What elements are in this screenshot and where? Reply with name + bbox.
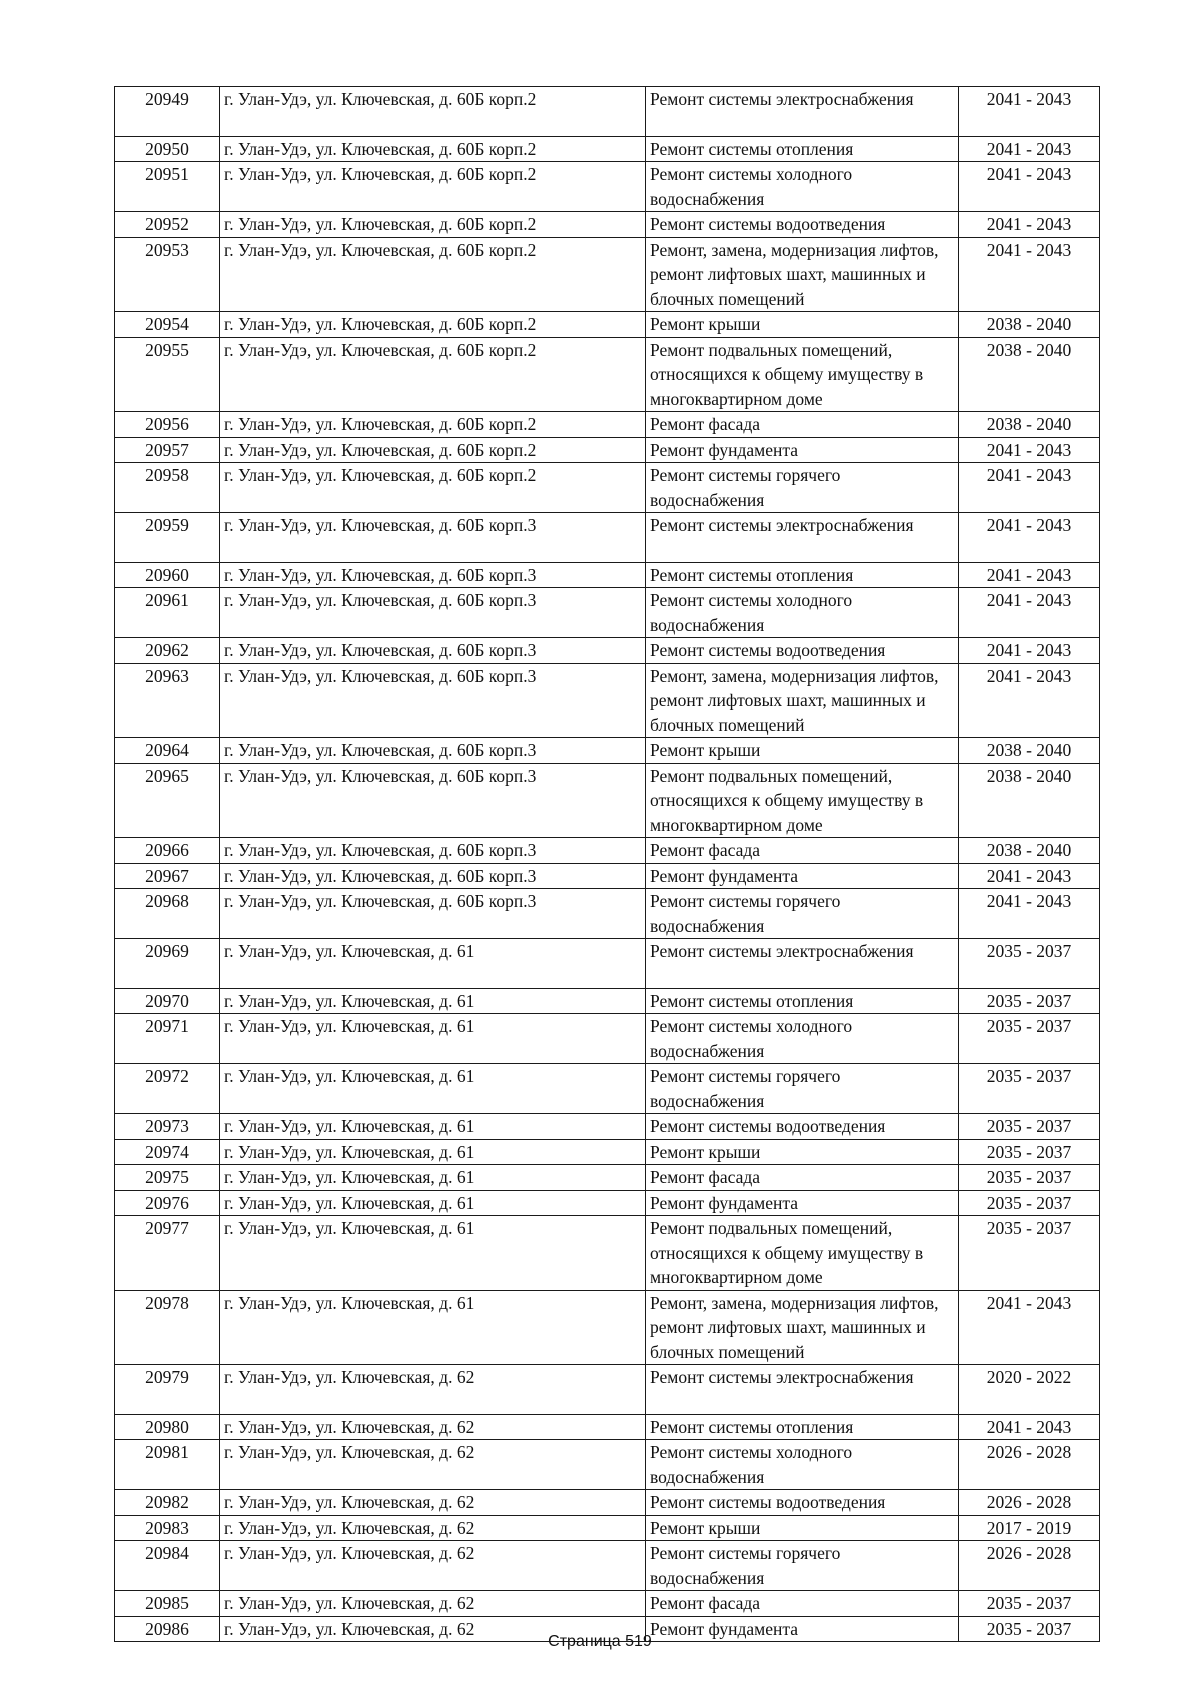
period-cell: 2035 - 2037	[959, 1014, 1100, 1064]
row-number: 20967	[115, 863, 220, 889]
table-row	[115, 237, 1100, 312]
table-row	[115, 1139, 1100, 1165]
period-cell: 2041 - 2043	[959, 513, 1100, 563]
repair-schedule-table	[114, 86, 1100, 1642]
period-cell: 2041 - 2043	[959, 437, 1100, 463]
row-number: 20979	[115, 1365, 220, 1415]
period-cell: 2035 - 2037	[959, 939, 1100, 989]
address-cell: г. Улан-Удэ, ул. Ключевская, д. 61	[220, 1014, 646, 1064]
address-cell: г. Улан-Удэ, ул. Ключевская, д. 60Б корп.3	[220, 863, 646, 889]
table-row	[115, 838, 1100, 864]
period-cell: 2035 - 2037	[959, 1064, 1100, 1114]
row-number: 20951	[115, 162, 220, 212]
table-row	[115, 1414, 1100, 1440]
work-type-cell: Ремонт системы холодного водоснабжения	[646, 162, 959, 212]
work-type-cell: Ремонт фасада	[646, 838, 959, 864]
work-type-cell: Ремонт подвальных помещений, относящихся к общему имуществу в многоквартирном доме	[646, 337, 959, 412]
table-row	[115, 1515, 1100, 1541]
work-type-cell: Ремонт системы отопления	[646, 562, 959, 588]
period-cell: 2035 - 2037	[959, 1616, 1100, 1642]
address-cell: г. Улан-Удэ, ул. Ключевская, д. 60Б корп.3	[220, 562, 646, 588]
row-number: 20955	[115, 337, 220, 412]
period-cell: 2026 - 2028	[959, 1440, 1100, 1490]
table-row	[115, 588, 1100, 638]
work-type-cell: Ремонт системы отопления	[646, 136, 959, 162]
period-cell: 2041 - 2043	[959, 212, 1100, 238]
period-cell: 2035 - 2037	[959, 1114, 1100, 1140]
address-cell: г. Улан-Удэ, ул. Ключевская, д. 62	[220, 1515, 646, 1541]
row-number: 20956	[115, 412, 220, 438]
table-row	[115, 1290, 1100, 1365]
table-row	[115, 1440, 1100, 1490]
address-cell: г. Улан-Удэ, ул. Ключевская, д. 61	[220, 1114, 646, 1140]
address-cell: г. Улан-Удэ, ул. Ключевская, д. 60Б корп.2	[220, 136, 646, 162]
table-row	[115, 1365, 1100, 1415]
address-cell: г. Улан-Удэ, ул. Ключевская, д. 60Б корп.3	[220, 763, 646, 838]
table-row	[115, 763, 1100, 838]
work-type-cell: Ремонт крыши	[646, 1139, 959, 1165]
period-cell: 2038 - 2040	[959, 763, 1100, 838]
address-cell: г. Улан-Удэ, ул. Ключевская, д. 60Б корп.2	[220, 87, 646, 137]
address-cell: г. Улан-Удэ, ул. Ключевская, д. 61	[220, 1139, 646, 1165]
row-number: 20970	[115, 988, 220, 1014]
row-number: 20959	[115, 513, 220, 563]
address-cell: г. Улан-Удэ, ул. Ключевская, д. 62	[220, 1365, 646, 1415]
table-row	[115, 1541, 1100, 1591]
row-number: 20965	[115, 763, 220, 838]
work-type-cell: Ремонт системы водоотведения	[646, 212, 959, 238]
period-cell: 2041 - 2043	[959, 1290, 1100, 1365]
row-number: 20954	[115, 312, 220, 338]
table-row	[115, 663, 1100, 738]
row-number: 20963	[115, 663, 220, 738]
work-type-cell: Ремонт фундамента	[646, 1616, 959, 1642]
work-type-cell: Ремонт фундамента	[646, 1190, 959, 1216]
period-cell: 2041 - 2043	[959, 162, 1100, 212]
row-number: 20986	[115, 1616, 220, 1642]
period-cell: 2041 - 2043	[959, 638, 1100, 664]
work-type-cell: Ремонт системы отопления	[646, 1414, 959, 1440]
period-cell: 2041 - 2043	[959, 136, 1100, 162]
period-cell: 2038 - 2040	[959, 738, 1100, 764]
address-cell: г. Улан-Удэ, ул. Ключевская, д. 60Б корп.3	[220, 738, 646, 764]
work-type-cell: Ремонт фасада	[646, 1591, 959, 1617]
work-type-cell: Ремонт системы электроснабжения	[646, 939, 959, 989]
address-cell: г. Улан-Удэ, ул. Ключевская, д. 60Б корп.2	[220, 463, 646, 513]
row-number: 20984	[115, 1541, 220, 1591]
work-type-cell: Ремонт крыши	[646, 312, 959, 338]
address-cell: г. Улан-Удэ, ул. Ключевская, д. 61	[220, 1290, 646, 1365]
table-row	[115, 1591, 1100, 1617]
work-type-cell: Ремонт системы горячего водоснабжения	[646, 1541, 959, 1591]
row-number: 20964	[115, 738, 220, 764]
table-row	[115, 1014, 1100, 1064]
page-footer: Страница 519	[548, 1633, 652, 1650]
table-row	[115, 1190, 1100, 1216]
table-row	[115, 939, 1100, 989]
address-cell: г. Улан-Удэ, ул. Ключевская, д. 60Б корп.2	[220, 212, 646, 238]
table-row	[115, 337, 1100, 412]
address-cell: г. Улан-Удэ, ул. Ключевская, д. 62	[220, 1440, 646, 1490]
period-cell: 2041 - 2043	[959, 588, 1100, 638]
work-type-cell: Ремонт системы холодного водоснабжения	[646, 588, 959, 638]
table-row	[115, 463, 1100, 513]
table-row	[115, 638, 1100, 664]
table-body	[115, 87, 1100, 1642]
work-type-cell: Ремонт системы электроснабжения	[646, 1365, 959, 1415]
period-cell: 2041 - 2043	[959, 1414, 1100, 1440]
table-row	[115, 136, 1100, 162]
row-number: 20973	[115, 1114, 220, 1140]
work-type-cell: Ремонт фасада	[646, 412, 959, 438]
work-type-cell: Ремонт крыши	[646, 738, 959, 764]
work-type-cell: Ремонт подвальных помещений, относящихся к общему имуществу в многоквартирном доме	[646, 763, 959, 838]
work-type-cell: Ремонт системы холодного водоснабжения	[646, 1014, 959, 1064]
row-number: 20971	[115, 1014, 220, 1064]
period-cell: 2035 - 2037	[959, 1591, 1100, 1617]
work-type-cell: Ремонт системы электроснабжения	[646, 87, 959, 137]
address-cell: г. Улан-Удэ, ул. Ключевская, д. 61	[220, 1064, 646, 1114]
row-number: 20983	[115, 1515, 220, 1541]
period-cell: 2041 - 2043	[959, 889, 1100, 939]
period-cell: 2026 - 2028	[959, 1541, 1100, 1591]
table-row	[115, 1165, 1100, 1191]
row-number: 20985	[115, 1591, 220, 1617]
period-cell: 2026 - 2028	[959, 1490, 1100, 1516]
period-cell: 2038 - 2040	[959, 337, 1100, 412]
work-type-cell: Ремонт фасада	[646, 1165, 959, 1191]
row-number: 20976	[115, 1190, 220, 1216]
address-cell: г. Улан-Удэ, ул. Ключевская, д. 60Б корп.2	[220, 237, 646, 312]
address-cell: г. Улан-Удэ, ул. Ключевская, д. 62	[220, 1591, 646, 1617]
work-type-cell: Ремонт подвальных помещений, относящихся к общему имуществу в многоквартирном доме	[646, 1216, 959, 1291]
table-row	[115, 212, 1100, 238]
row-number: 20968	[115, 889, 220, 939]
address-cell: г. Улан-Удэ, ул. Ключевская, д. 61	[220, 1216, 646, 1291]
period-cell: 2041 - 2043	[959, 237, 1100, 312]
table-row	[115, 1216, 1100, 1291]
period-cell: 2035 - 2037	[959, 1165, 1100, 1191]
row-number: 20980	[115, 1414, 220, 1440]
address-cell: г. Улан-Удэ, ул. Ключевская, д. 60Б корп.3	[220, 638, 646, 664]
table-row	[115, 889, 1100, 939]
row-number: 20982	[115, 1490, 220, 1516]
table-row	[115, 1114, 1100, 1140]
address-cell: г. Улан-Удэ, ул. Ключевская, д. 60Б корп.3	[220, 889, 646, 939]
work-type-cell: Ремонт системы водоотведения	[646, 1490, 959, 1516]
work-type-cell: Ремонт системы холодного водоснабжения	[646, 1440, 959, 1490]
address-cell: г. Улан-Удэ, ул. Ключевская, д. 60Б корп.2	[220, 312, 646, 338]
row-number: 20981	[115, 1440, 220, 1490]
row-number: 20972	[115, 1064, 220, 1114]
work-type-cell: Ремонт системы водоотведения	[646, 1114, 959, 1140]
table-row	[115, 863, 1100, 889]
period-cell: 2041 - 2043	[959, 863, 1100, 889]
work-type-cell: Ремонт системы горячего водоснабжения	[646, 889, 959, 939]
work-type-cell: Ремонт системы горячего водоснабжения	[646, 1064, 959, 1114]
work-type-cell: Ремонт системы водоотведения	[646, 638, 959, 664]
table-row	[115, 988, 1100, 1014]
row-number: 20974	[115, 1139, 220, 1165]
address-cell: г. Улан-Удэ, ул. Ключевская, д. 60Б корп.2	[220, 412, 646, 438]
row-number: 20961	[115, 588, 220, 638]
period-cell: 2020 - 2022	[959, 1365, 1100, 1415]
period-cell: 2038 - 2040	[959, 312, 1100, 338]
work-type-cell: Ремонт крыши	[646, 1515, 959, 1541]
work-type-cell: Ремонт, замена, модернизация лифтов, ремонт лифтовых шахт, машинных и блочных помещений	[646, 1290, 959, 1365]
row-number: 20966	[115, 838, 220, 864]
table-row	[115, 87, 1100, 137]
address-cell: г. Улан-Удэ, ул. Ключевская, д. 61	[220, 1190, 646, 1216]
address-cell: г. Улан-Удэ, ул. Ключевская, д. 60Б корп.3	[220, 513, 646, 563]
table-row	[115, 1490, 1100, 1516]
row-number: 20949	[115, 87, 220, 137]
work-type-cell: Ремонт системы электроснабжения	[646, 513, 959, 563]
work-type-cell: Ремонт системы отопления	[646, 988, 959, 1014]
address-cell: г. Улан-Удэ, ул. Ключевская, д. 60Б корп.3	[220, 588, 646, 638]
work-type-cell: Ремонт фундамента	[646, 863, 959, 889]
work-type-cell: Ремонт системы горячего водоснабжения	[646, 463, 959, 513]
address-cell: г. Улан-Удэ, ул. Ключевская, д. 62	[220, 1541, 646, 1591]
work-type-cell: Ремонт фундамента	[646, 437, 959, 463]
address-cell: г. Улан-Удэ, ул. Ключевская, д. 61	[220, 939, 646, 989]
row-number: 20953	[115, 237, 220, 312]
row-number: 20957	[115, 437, 220, 463]
row-number: 20975	[115, 1165, 220, 1191]
period-cell: 2041 - 2043	[959, 562, 1100, 588]
table-row	[115, 437, 1100, 463]
address-cell: г. Улан-Удэ, ул. Ключевская, д. 61	[220, 988, 646, 1014]
period-cell: 2035 - 2037	[959, 1216, 1100, 1291]
period-cell: 2041 - 2043	[959, 463, 1100, 513]
table-row	[115, 162, 1100, 212]
address-cell: г. Улан-Удэ, ул. Ключевская, д. 62	[220, 1414, 646, 1440]
period-cell: 2035 - 2037	[959, 988, 1100, 1014]
table-row	[115, 1064, 1100, 1114]
address-cell: г. Улан-Удэ, ул. Ключевская, д. 62	[220, 1490, 646, 1516]
period-cell: 2041 - 2043	[959, 87, 1100, 137]
table-row	[115, 562, 1100, 588]
row-number: 20960	[115, 562, 220, 588]
address-cell: г. Улан-Удэ, ул. Ключевская, д. 61	[220, 1165, 646, 1191]
address-cell: г. Улан-Удэ, ул. Ключевская, д. 62	[220, 1616, 646, 1642]
address-cell: г. Улан-Удэ, ул. Ключевская, д. 60Б корп.3	[220, 663, 646, 738]
period-cell: 2035 - 2037	[959, 1139, 1100, 1165]
address-cell: г. Улан-Удэ, ул. Ключевская, д. 60Б корп.2	[220, 437, 646, 463]
table-row	[115, 412, 1100, 438]
row-number: 20978	[115, 1290, 220, 1365]
table-row	[115, 738, 1100, 764]
row-number: 20952	[115, 212, 220, 238]
address-cell: г. Улан-Удэ, ул. Ключевская, д. 60Б корп.2	[220, 162, 646, 212]
period-cell: 2038 - 2040	[959, 838, 1100, 864]
period-cell: 2041 - 2043	[959, 663, 1100, 738]
period-cell: 2038 - 2040	[959, 412, 1100, 438]
row-number: 20977	[115, 1216, 220, 1291]
period-cell: 2035 - 2037	[959, 1190, 1100, 1216]
period-cell: 2017 - 2019	[959, 1515, 1100, 1541]
work-type-cell: Ремонт, замена, модернизация лифтов, ремонт лифтовых шахт, машинных и блочных помещений	[646, 237, 959, 312]
work-type-cell: Ремонт, замена, модернизация лифтов, ремонт лифтовых шахт, машинных и блочных помещений	[646, 663, 959, 738]
table-row	[115, 513, 1100, 563]
row-number: 20962	[115, 638, 220, 664]
row-number: 20950	[115, 136, 220, 162]
address-cell: г. Улан-Удэ, ул. Ключевская, д. 60Б корп.3	[220, 838, 646, 864]
row-number: 20969	[115, 939, 220, 989]
address-cell: г. Улан-Удэ, ул. Ключевская, д. 60Б корп.2	[220, 337, 646, 412]
row-number: 20958	[115, 463, 220, 513]
table-row	[115, 312, 1100, 338]
